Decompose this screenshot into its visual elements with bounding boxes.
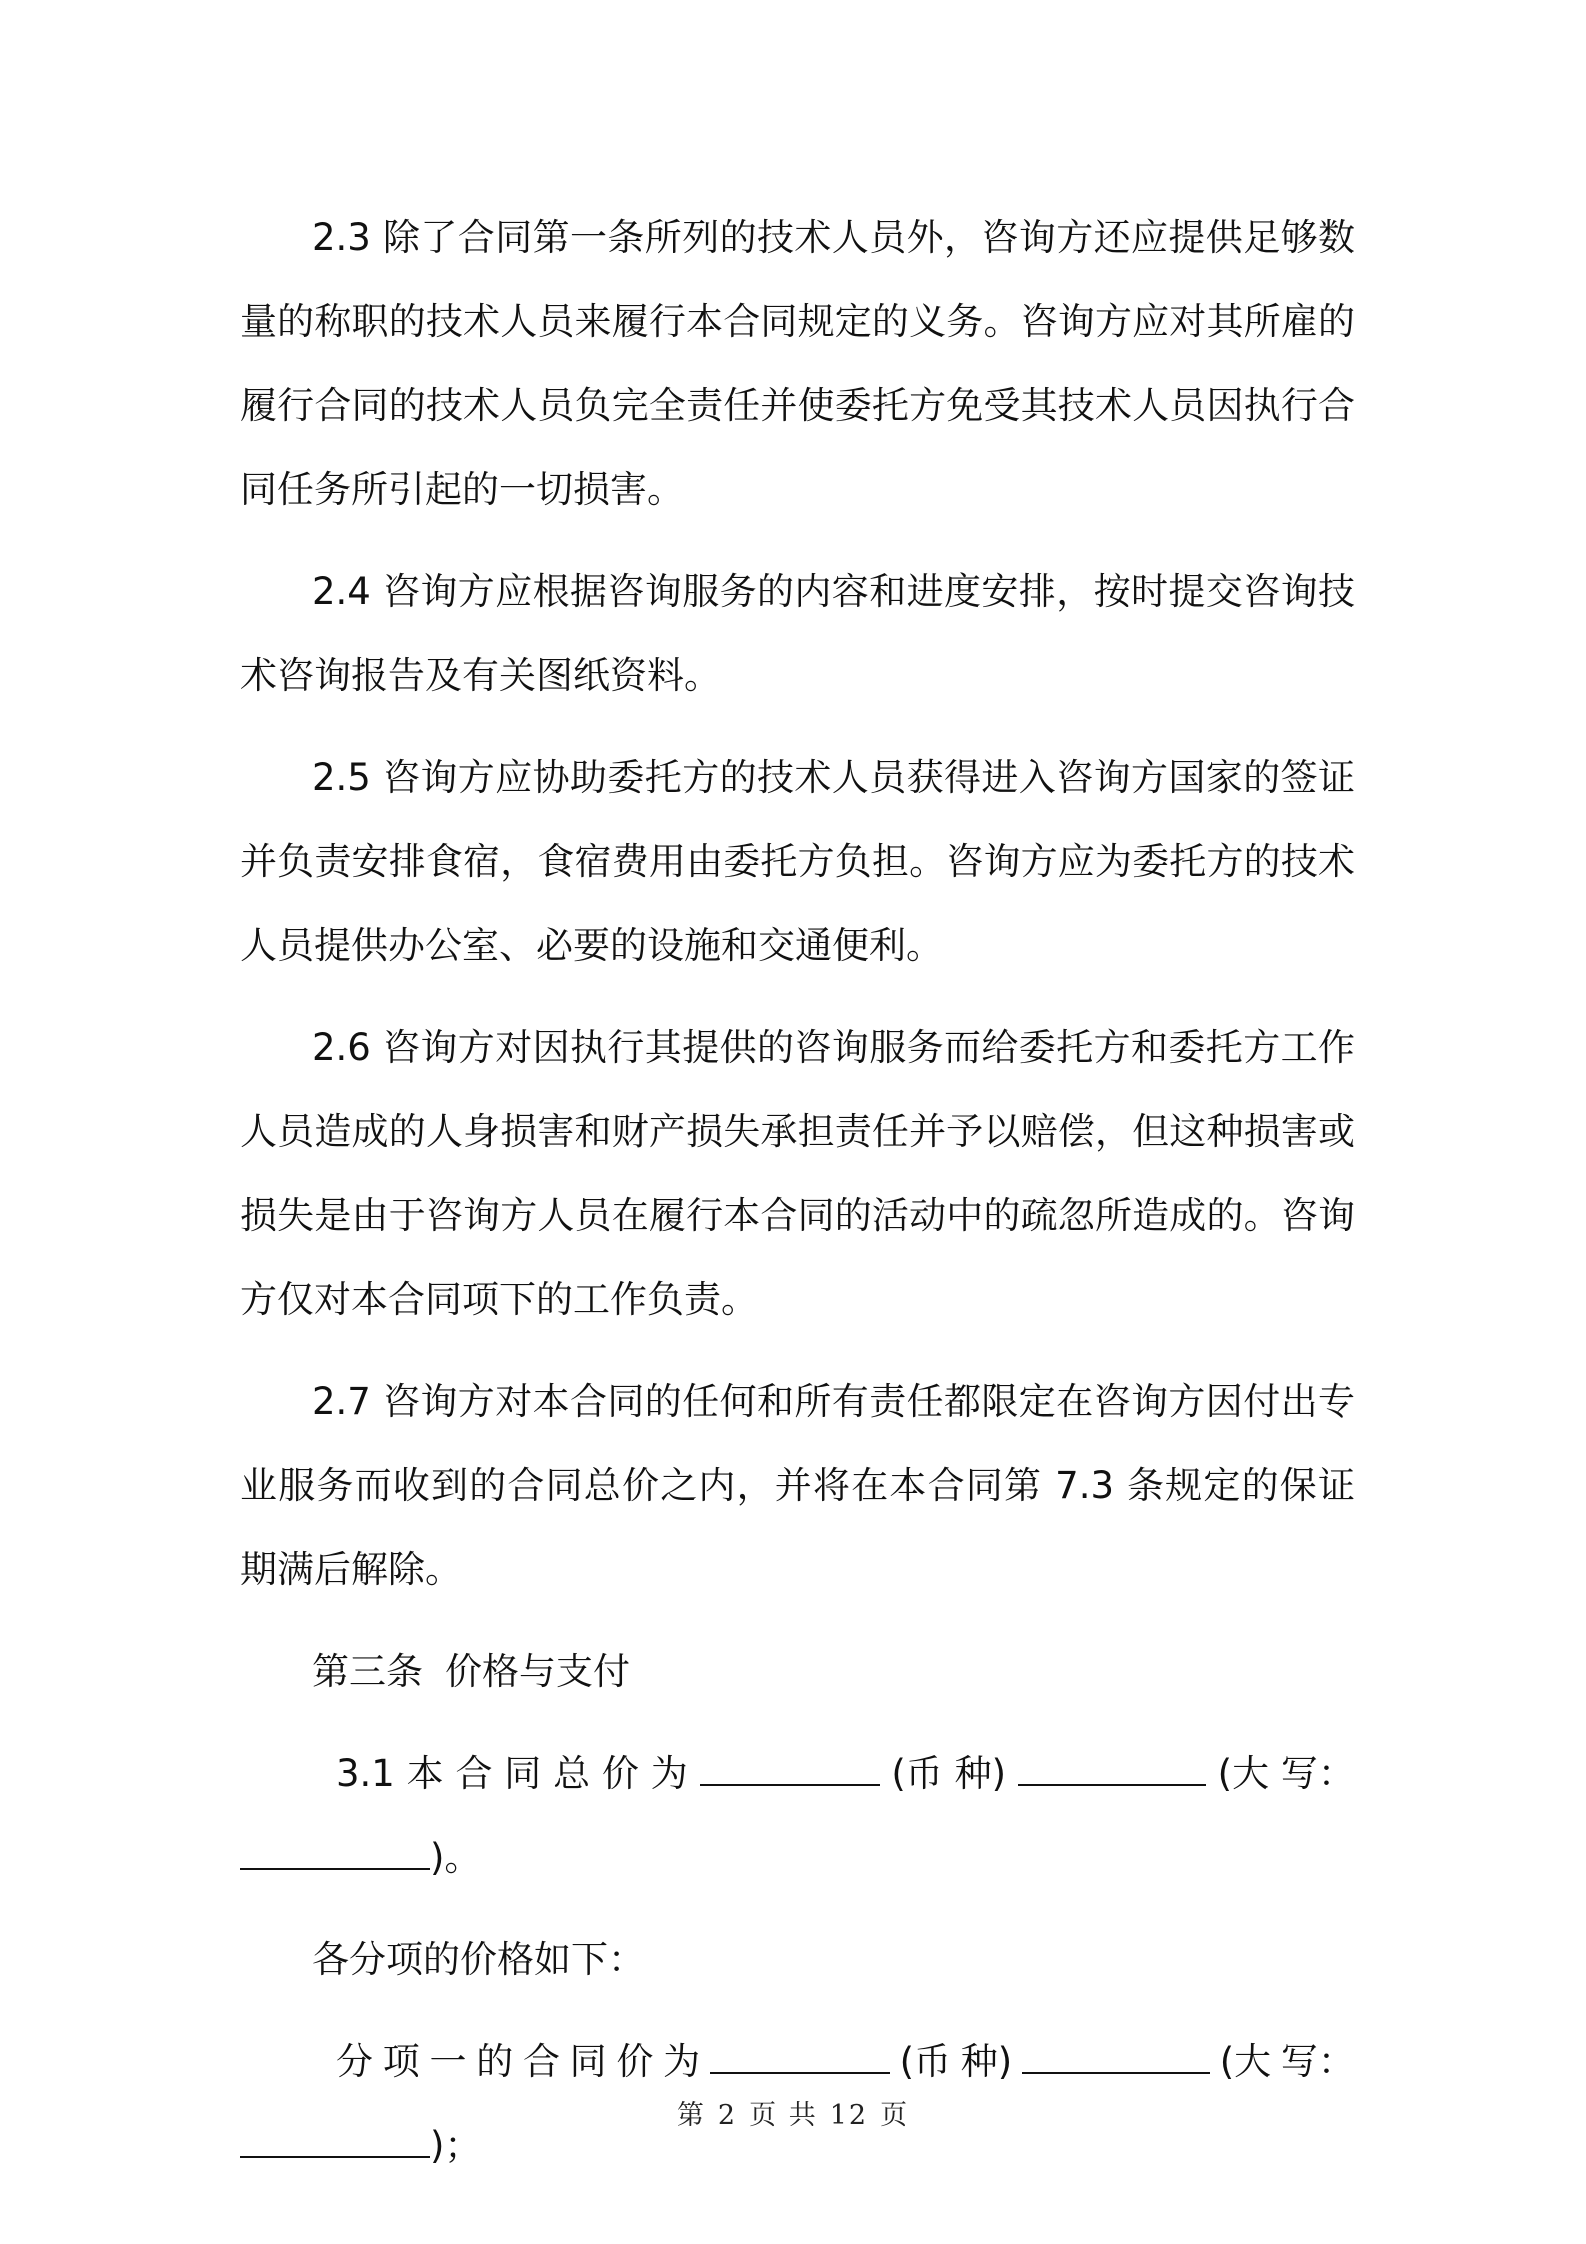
item-1-currency-blank — [1022, 2038, 1210, 2074]
article-3-title: 价格与支付 — [445, 1650, 630, 1693]
item-1-char: 为 — [663, 2040, 701, 2083]
clause-3-1-char: 本 — [406, 1752, 444, 1795]
item-1-price-blank — [710, 2038, 890, 2074]
clause-2-6: 2.6 咨询方对因执行其提供的咨询服务而给委托方和委托方工作人员造成的人身损害和财产损失承担责任并予以赔偿，但这种损害或损失是由于咨询方人员在履行本合同的活动中的疏忽所造成的。咨询方仅对本合同项下的工作负责。 — [240, 1026, 1355, 1321]
item-1-capital-open: (大 — [1219, 2040, 1272, 2083]
article-3-number: 第三条 — [312, 1650, 423, 1693]
clause-3-1-char: 同 — [504, 1752, 542, 1795]
item-1-char: 项 — [382, 2040, 420, 2083]
clause-3-1-line — [240, 1732, 1355, 1816]
item-1-end: )； — [430, 2124, 482, 2167]
currency-close: 种) — [954, 1752, 1007, 1795]
clause-2-3: 2.3 除了合同第一条所列的技术人员外，咨询方还应提供足够数量的称职的技术人员来履行本合同规定的义务。咨询方应对其所雇的履行合同的技术人员负完全责任并使委托方免受其技术人员因执行合同任务所引起的一切损害。 — [240, 216, 1355, 511]
capital-open: (大 — [1217, 1752, 1270, 1795]
item-1-currency-close: 种) — [960, 2040, 1013, 2083]
clause-3-1-char: 总 — [553, 1752, 591, 1795]
clause-2-7: 2.7 咨询方对本合同的任何和所有责任都限定在咨询方因付出专业服务而收到的合同总价之内，并将在本合同第 7.3 条规定的保证期满后解除。 — [240, 1380, 1355, 1591]
footer-middle: 页 共 — [749, 2100, 818, 2131]
items-intro: 各分项的价格如下： — [312, 1938, 645, 1981]
article-3-heading — [240, 1630, 1355, 1714]
page-footer — [0, 2096, 1586, 2136]
clause-3-1-end: )。 — [430, 1836, 482, 1879]
clause-2-5: 2.5 咨询方应协助委托方的技术人员获得进入咨询方国家的签证并负责安排食宿，食宿费用由委托方负担。咨询方应为委托方的技术人员提供办公室、必要的设施和交通便利。 — [240, 756, 1355, 967]
currency-open: (币 — [891, 1752, 943, 1795]
item-1-currency-open: (币 — [899, 2040, 952, 2083]
item-1-char: 的 — [476, 2040, 514, 2083]
clause-3-1-char: 为 — [650, 1752, 688, 1795]
footer-total-pages: 12 — [829, 2100, 869, 2131]
clause-3-1-number: 3.1 — [336, 1752, 395, 1795]
capital-amount-blank — [240, 1834, 430, 1870]
item-1-line — [240, 2020, 1355, 2104]
clause-3-1-char: 合 — [455, 1752, 493, 1795]
currency-blank — [1018, 1750, 1206, 1786]
item-1-capital-close: 写： — [1280, 2040, 1355, 2083]
clause-3-1-char: 价 — [601, 1752, 639, 1795]
item-1-char: 价 — [616, 2040, 654, 2083]
total-price-blank — [700, 1750, 880, 1786]
footer-suffix: 页 — [880, 2100, 910, 2131]
capital-close: 写： — [1280, 1752, 1355, 1795]
footer-page-number: 2 — [717, 2100, 738, 2131]
item-1-char: 一 — [429, 2040, 467, 2083]
clause-3-1-continuation — [240, 1816, 1355, 1900]
item-1-char: 合 — [522, 2040, 560, 2083]
item-1-char: 分 — [336, 2040, 373, 2083]
item-1-char: 同 — [569, 2040, 607, 2083]
footer-prefix: 第 — [676, 2100, 706, 2131]
clause-2-4: 2.4 咨询方应根据咨询服务的内容和进度安排，按时提交咨询技术咨询报告及有关图纸资料。 — [240, 570, 1355, 697]
contract-body — [240, 196, 1355, 2206]
